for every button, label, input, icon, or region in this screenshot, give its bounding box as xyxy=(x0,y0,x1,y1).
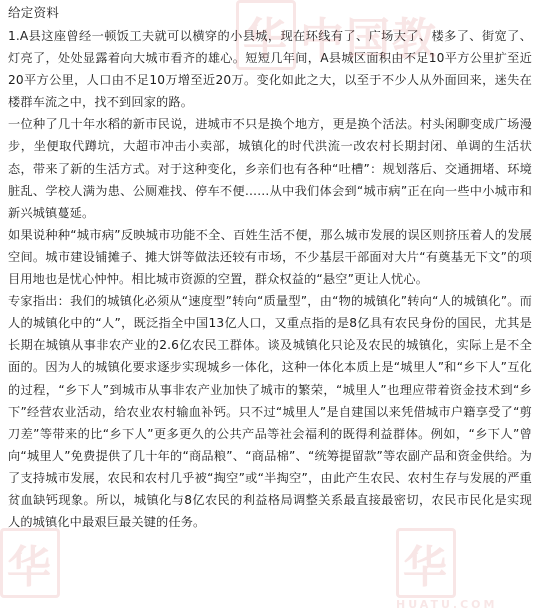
paragraph-3: 如果说种种“城市病”反映城市功能不全、百姓生活不便，那么城市发展的误区则挤压着人的发展空间。城市建设铺摊子、摊大饼等做法还较有市场，不少基层干部面对大片“有奠基无下文”的项目用地也是忧心忡忡。相比城市资源的空置，群众权益的“悬空”更让人忧心。 xyxy=(8,227,532,287)
watermark-mark: 华 xyxy=(396,528,456,598)
watermark-domain: HUATU.COM xyxy=(396,598,498,611)
paragraph-4: 专家指出：我们的城镇化必须从“速度型”转向“质量型”，由“物的城镇化”转向“人的城镇化”。而人的城镇化中的“人”，既泛指全中国13亿人口，又重点指的是8亿具有农民身份的国民，尤其是长期在城镇从事非农产业的2.6亿农民工群体。谈及城镇化只论及农民的城镇化，实际上是不全面的。因为人的城镇化要求逐步实现城乡一体化，这种一体化本质上是“城里人”和“乡下人”互化的过程，“乡下人”到城市从事非农产业加快了城市的繁荣，“城里人”也理应带着资金技术到“乡下”经营农业活动，给农业农村输血补钙。只不过“城里人”是自建国以来凭借城市户籍享受了“剪刀差”等带来的比“乡下人”更多更久的公共产品等社会福利的既得利益群体。例如，“乡下人”曾向“城里人”免费提供了几十年的“商品粮”、“商品棉”、“统筹提留款”等农副产品和资金供给。为了支持城市发展，农民和农村几乎被“掏空”或“半掏空”，由此产生农民、农村生存与发展的严重贫血缺钙现象。所以，城镇化与8亿农民的利益格局调整关系最直接最密切，农民市民化是实现人的城镇化中最艰巨最关键的任务。 xyxy=(8,294,532,530)
watermark-text: 中国教 xyxy=(300,14,438,65)
watermark-mark: 华 xyxy=(0,528,60,598)
section-heading: 给定资料 xyxy=(8,5,60,20)
watermark-mark: 华 xyxy=(236,0,296,70)
paragraph-2: 一位种了几十年水稻的新市民说，进城市不只是换个地方，更是换个活法。村头闲聊变成广场漫步，坐便取代蹲坑，大超市冲击小卖部，城镇化的时代洪流一改农村长期封闭、单调的生活状态，带来了新的生活方式。对于这种变化，乡亲们也有各种“吐槽”：规划落后、交通拥堵、环境脏乱、学校人满为患、公厕难找、停车不便……从中我们体会到“城市病”正在向一些中小城市和新兴城镇蔓延。 xyxy=(8,117,532,220)
paragraph-1: 1.A县这座曾经一顿饭工夫就可以横穿的小县城，现在环线有了、广场大了、楼多了、街宽了、灯亮了，处处显露着向大城市看齐的雄心。短短几年间，A县城区面积由不足10平方公里扩至近20平方公里，人口由不足10万增至近20万。变化如此之大，以至于不少人从外面回来，迷失在楼群车流之中，找不到回家的路。 xyxy=(8,29,532,110)
